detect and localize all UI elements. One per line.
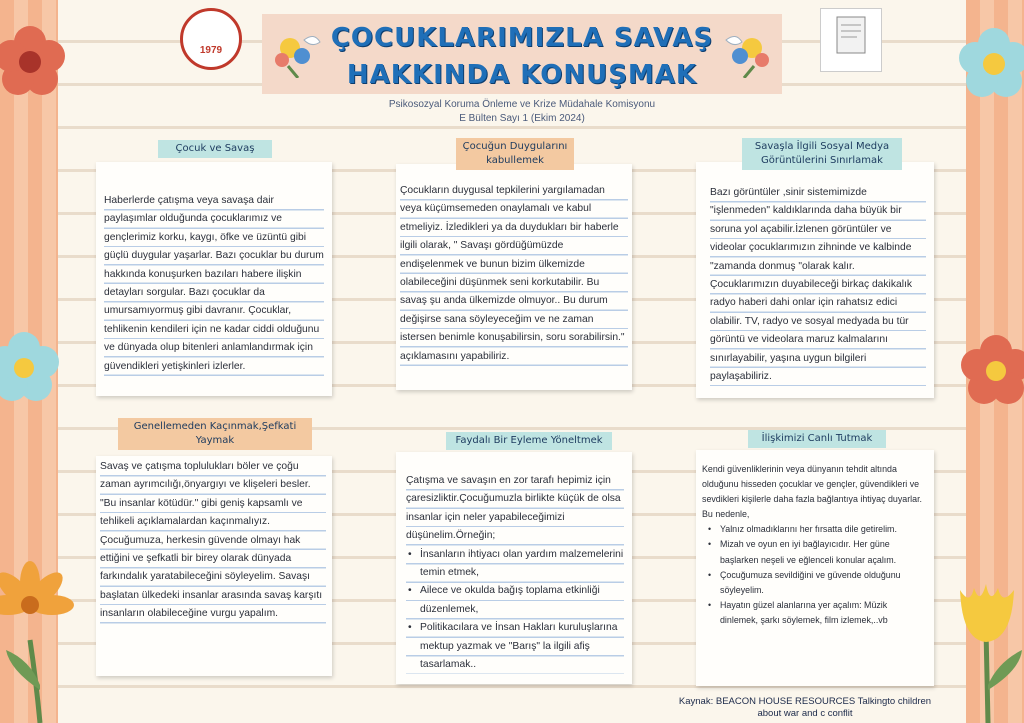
logo-year: 1979 [199,44,223,56]
tag-useful-action: Faydalı Bir Eyleme Yöneltmek [446,432,612,450]
card-useful-action [396,452,632,684]
page-title [262,20,782,94]
tag-line-1: Genellemeden Kaçınmak,Şefkati [133,421,297,432]
subtitle [262,98,782,126]
card-child-and-war [96,162,332,396]
list-item: • Hayatın güzel alanlarına yer açalım: Müzik dinlemek, şarkı söylemek, film izlemek,..vb [706,598,926,628]
card-avoid-generalization [96,456,332,676]
blue-flower-icon [954,24,1024,104]
subtitle-line-1: Psikosozyal Koruma Önleme ve Krize Müdahale Komisyonu [388,99,656,110]
card-body: Bazı görüntüler ,sinir sistemimizde "işlenmeden" kaldıklarında daha büyük bir soruna yol açabilir.İzlenen görüntüler ve videolar çocuklarımızın zihninde ve kalbinde "zamanda donmuş "olarak kalır. Çocuklarımızın duyabileceği birkaç dakikalık radyo haberi dahi onlar için rahatsız edici olabilir. TV, radyo ve sosyal medyada bu tür görüntü ve videolara maruz kalmalarını sınırlayabilir, yaşına uygun bilgileri paylaşabiliriz. [710,184,926,386]
card-intro: Çatışma ve savaşın en zor tarafı hepimiz için çaresizliktir.Çocuğumuzla birlikte küçük de olsa insanlar için neler yapabileceğimizi düşünelim.Örneğin; [406,472,624,546]
source-line-2: about war and c conflit [757,708,853,719]
red-flower-icon [0,22,66,102]
tag-avoid-generalization [118,418,312,450]
card-intro: Kendi güvenliklerinin veya dünyanın tehdit altında olduğunu hisseden çocuklar ve gençler, güvendikleri ve sevdikleri kişilerle daha fazla bağlantıya ihtiyaç duyarlar. Bu nedenle, [702,464,923,520]
blue-flower-left-icon [0,325,62,410]
title-line-1: ÇOCUKLARIMIZLA SAVAŞ [330,23,714,53]
tag-keep-relationship: İlişkimizi Canlı Tutmak [748,430,886,448]
document-icon [831,15,871,55]
tag-child-and-war: Çocuk ve Savaş [158,140,272,158]
source-line-1: Kaynak: BEACON HOUSE RESOURCES Talkingto children [678,696,932,707]
source-citation [660,696,950,720]
tag-line-1: Savaşla İlgili Sosyal Medya [754,141,890,152]
tag-line-2: Yaymak [195,435,235,446]
list-item: • Yalnız olmadıklarını her fırsatta dile getirelim. [706,522,926,537]
list-item: • Ailece ve okulda bağış toplama etkinliği düzenlemek, [406,582,624,619]
tag-line-2: Görüntülerini Sınırlamak [761,155,883,166]
card-accepting-feelings [396,164,632,390]
action-list [406,546,624,675]
red-flower-right-icon [952,328,1024,413]
tag-limit-social-media [742,138,902,170]
tag-line-1: Çocuğun Duygularını [462,141,568,152]
relationship-list [702,522,926,628]
card-body: Çocukların duygusal tepkilerini yargılamadan veya küçümsemeden onaylamalı ve kabul etmeliyiz. İzledikleri ya da duydukları bir haberle ilgili olarak, " Savaşı gördüğümüzde endişelenmek ve bunun bizim ülkemizde olabileceğini düşünmek seni korkutabilir. Bu savaş şu anda ülkemizde olmuyor.. Bu durum değişirse sana söyleyeceğim ve ne zaman istersen benimle konuşabilirsin, soru sorabilirsin." açıklamasını yapabiliriz. [400,182,628,366]
card-body: Savaş ve çatışma toplulukları böler ve çoğu zaman ayrımcılığı,önyargıyı ve klişeleri besler. "Bu insanlar kötüdür." gibi geniş kapsamlı ve tehlikeli açıklamalardan kaçınmalıyız. Çocuğumuza, herkesin güvende olmayı hak ettiğini ve şefkatli bir birey olarak dünyada farkındalık yaratabileceğini söyleyelim. Savaşı başlatan ülkedeki insanlar arasında savaş karşıtı insanların olabileceğine vurgu yapalım. [100,458,326,624]
orange-flower-icon [0,560,90,723]
card-limit-social-media [696,162,934,398]
card-body: Haberlerde çatışma veya savaşa dair paylaşımlar olduğunda çocuklarımız ve gençlerimiz korku, kaygı, öfke ve üzüntü gibi güçlü duygular yaşarlar. Bazı çocuklar bu durum hakkında konuşurken bazıları habere ilişkin detayları sorgular. Bazı çocuklar da umursamıyormuş gibi davranır. Çocuklar, tehlikenin kendileri için ne kadar ciddi olduğunu ve dünyada olup bitenleri anlamlandırmak için güvendikleri yetişkinleri izlerler. [104,192,324,376]
subtitle-line-2: E Bülten Sayı 1 (Ekim 2024) [459,113,585,124]
card-keep-relationship [696,450,934,686]
list-item: • Mizah ve oyun en iyi bağlayıcıdır. Her güne başlarken neşeli ve eğlenceli konular açalım. [706,537,926,567]
list-item: • İnsanların ihtiyacı olan yardım malzemelerini temin etmek, [406,546,624,583]
commission-flyer-image [820,8,882,72]
list-item: • Çocuğumuza sevildiğini ve güvende olduğunu söyleyelim. [706,568,926,598]
tag-accepting-feelings [456,138,574,170]
tag-line-2: kabullemek [486,155,544,166]
title-line-2: HAKKINDA KONUŞMAK [346,60,698,90]
yellow-tulip-icon [940,570,1024,723]
list-item: • Politikacılara ve İnsan Hakları kuruluşlarına mektup yazmak ve "Barış" la ilgili afiş tasarlamak.. [406,619,624,674]
institution-logo [180,8,242,70]
